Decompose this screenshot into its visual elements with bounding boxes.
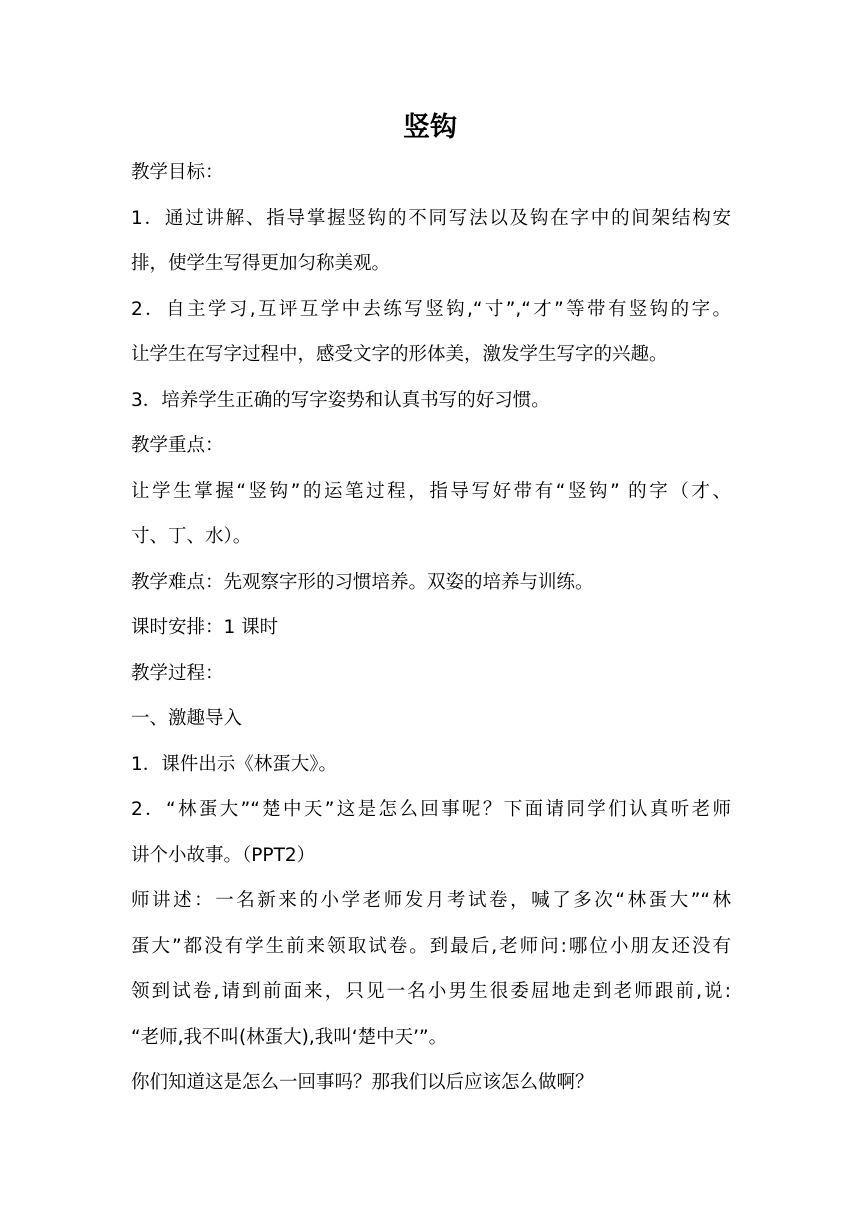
document-title: 竖钩 xyxy=(403,112,457,143)
section-heading-key-points: 教学重点： xyxy=(131,435,224,456)
paragraph-line: 师讲述：一名新来的小学老师发月考试卷，喊了多次“林蛋大”“林 xyxy=(131,890,731,911)
paragraph-line: 讲个小故事。（PPT2） xyxy=(131,845,316,866)
section-heading-process: 教学过程： xyxy=(131,663,224,684)
paragraph-line: 排，使学生写得更加匀称美观。 xyxy=(131,253,391,274)
paragraph-line: “老师,我不叫(林蛋大),我叫‘楚中天’”。 xyxy=(131,1027,448,1048)
paragraph-line: 1．课件出示《林蛋大》。 xyxy=(131,754,338,775)
paragraph-line: 你们知道这是怎么一回事吗？那我们以后应该怎么做啊？ xyxy=(131,1072,594,1093)
paragraph-line: 领到试卷,请到前面来，只见一名小男生很委屈地走到老师跟前,说: xyxy=(131,981,731,1002)
section-difficulty: 教学难点：先观察字形的习惯培养。双姿的培养与训练。 xyxy=(131,572,594,593)
paragraph-line: 1．通过讲解、指导掌握竖钩的不同写法以及钩在字中的间架结构安 xyxy=(131,208,731,229)
section-schedule: 课时安排：1 课时 xyxy=(131,617,279,638)
paragraph-line: 3．培养学生正确的写字姿势和认真书写的好习惯。 xyxy=(131,390,550,411)
paragraph-line: 寸、丁、水）。 xyxy=(131,526,252,547)
paragraph-line: 让学生在写字过程中，感受文字的形体美，激发学生写字的兴趣。 xyxy=(131,344,668,365)
paragraph-line: 蛋大”都没有学生前来领取试卷。到最后,老师问:哪位小朋友还没有 xyxy=(131,936,731,957)
subsection-heading-intro: 一、激趣导入 xyxy=(131,708,243,729)
paragraph-line: 2．“林蛋大”“楚中天”这是怎么回事呢？下面请同学们认真听老师 xyxy=(131,799,731,820)
paragraph-line: 2．自主学习,互评互学中去练写竖钩,“寸”,“才”等带有竖钩的字。 xyxy=(131,299,731,320)
paragraph-line: 让学生掌握“竖钩”的运笔过程，指导写好带有“竖钩” 的字（才、 xyxy=(131,481,731,502)
section-heading-objectives: 教学目标： xyxy=(131,162,224,183)
